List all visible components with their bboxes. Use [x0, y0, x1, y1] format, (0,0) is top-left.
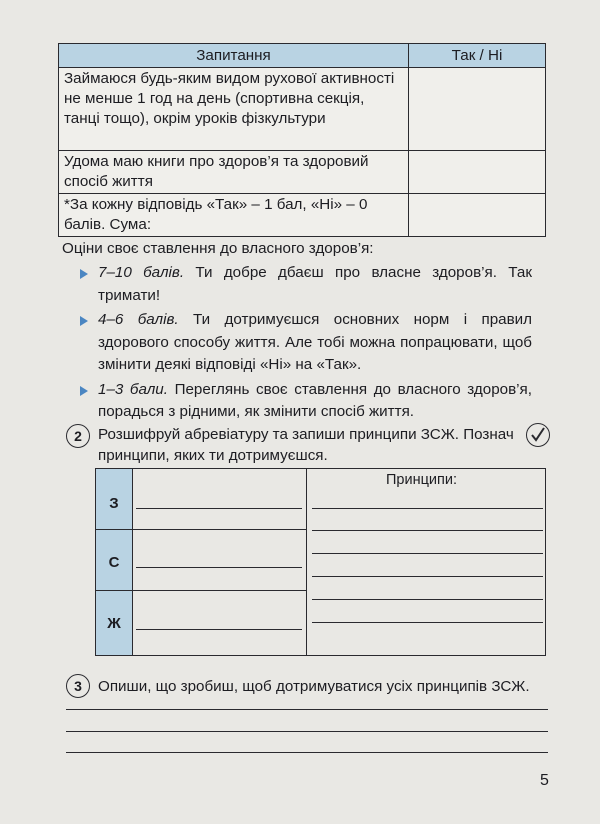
task2-instruction: Розшифруй абревіатуру та запиши принципи ЗСЖ. Познач: [98, 426, 514, 443]
assessment-item: [80, 379, 532, 424]
zszh-decode-table: [95, 468, 546, 656]
write-line-s[interactable]: [136, 567, 302, 568]
row-divider: [96, 590, 306, 591]
question-row: Займаюся будь-яким видом рухової активності не менше 1 год на день (спортивна секція, танці тощо), окрім уроків фізкультури: [59, 68, 409, 151]
letter-zh: Ж: [107, 615, 121, 632]
page-number: 5: [540, 772, 549, 789]
score-description: Ти дотримуєшся основних норм і правил здорового способу життя. Але тобі можна попрацювати, щоб змінити деякі відповіді «Ні» на «Так».: [98, 311, 533, 373]
header-question: Запитання: [59, 44, 409, 68]
write-line-z[interactable]: [136, 508, 302, 509]
arrow-bullet-icon: [80, 316, 88, 326]
answer-cell[interactable]: [409, 68, 546, 151]
task3-instruction: Опиши, що зробиш, щоб дотримуватися усіх принципів ЗСЖ.: [98, 678, 530, 695]
task-number-badge: 2: [66, 424, 90, 448]
row-divider: [96, 529, 306, 530]
letter-z: З: [109, 495, 119, 512]
principle-line[interactable]: [312, 553, 543, 554]
header-answer: Так / Ні: [409, 44, 546, 68]
checkmark-circle-icon: [526, 423, 550, 447]
principle-line[interactable]: [312, 530, 543, 531]
assessment-intro: Оціни своє ставлення до власного здоров’я:: [62, 240, 374, 257]
score-description: Переглянь своє ставлення до власного здоров’я, порадься з рідними, як змінити спосіб життя.: [98, 380, 532, 420]
letter-s: С: [108, 554, 120, 571]
assessment-list: [80, 262, 532, 426]
answer-line[interactable]: [66, 752, 548, 753]
answer-line[interactable]: [66, 731, 548, 732]
principle-line[interactable]: [312, 622, 543, 623]
arrow-bullet-icon: [80, 386, 88, 396]
score-range: 1–3 бали.: [98, 380, 168, 398]
write-line-zh[interactable]: [136, 629, 302, 630]
score-range: 4–6 балів.: [98, 311, 179, 328]
score-range: 7–10 балів.: [98, 264, 185, 281]
principles-title: Принципи:: [386, 472, 457, 488]
health-questionnaire-table: [58, 43, 546, 237]
principle-line[interactable]: [312, 576, 543, 577]
principle-line[interactable]: [312, 508, 543, 509]
score-sum-cell[interactable]: [409, 194, 546, 237]
principle-line[interactable]: [312, 599, 543, 600]
answer-line[interactable]: [66, 709, 548, 710]
answer-cell[interactable]: [409, 151, 546, 194]
score-description: Ти добре дбаєш про власне здоров’я. Так тримати!: [98, 264, 532, 304]
task2-instruction-cont: принципи, яких ти дотримуєшся.: [98, 447, 328, 464]
assessment-item: [80, 262, 532, 307]
column-divider: [306, 469, 307, 655]
arrow-bullet-icon: [80, 269, 88, 279]
assessment-item: [80, 309, 532, 377]
score-sum-row: *За кожну відповідь «Так» – 1 бал, «Ні» – 0 балів. Сума:: [59, 194, 409, 237]
task-number-badge: 3: [66, 674, 90, 698]
question-row: Удома маю книги про здоров’я та здоровий спосіб життя: [59, 151, 409, 194]
